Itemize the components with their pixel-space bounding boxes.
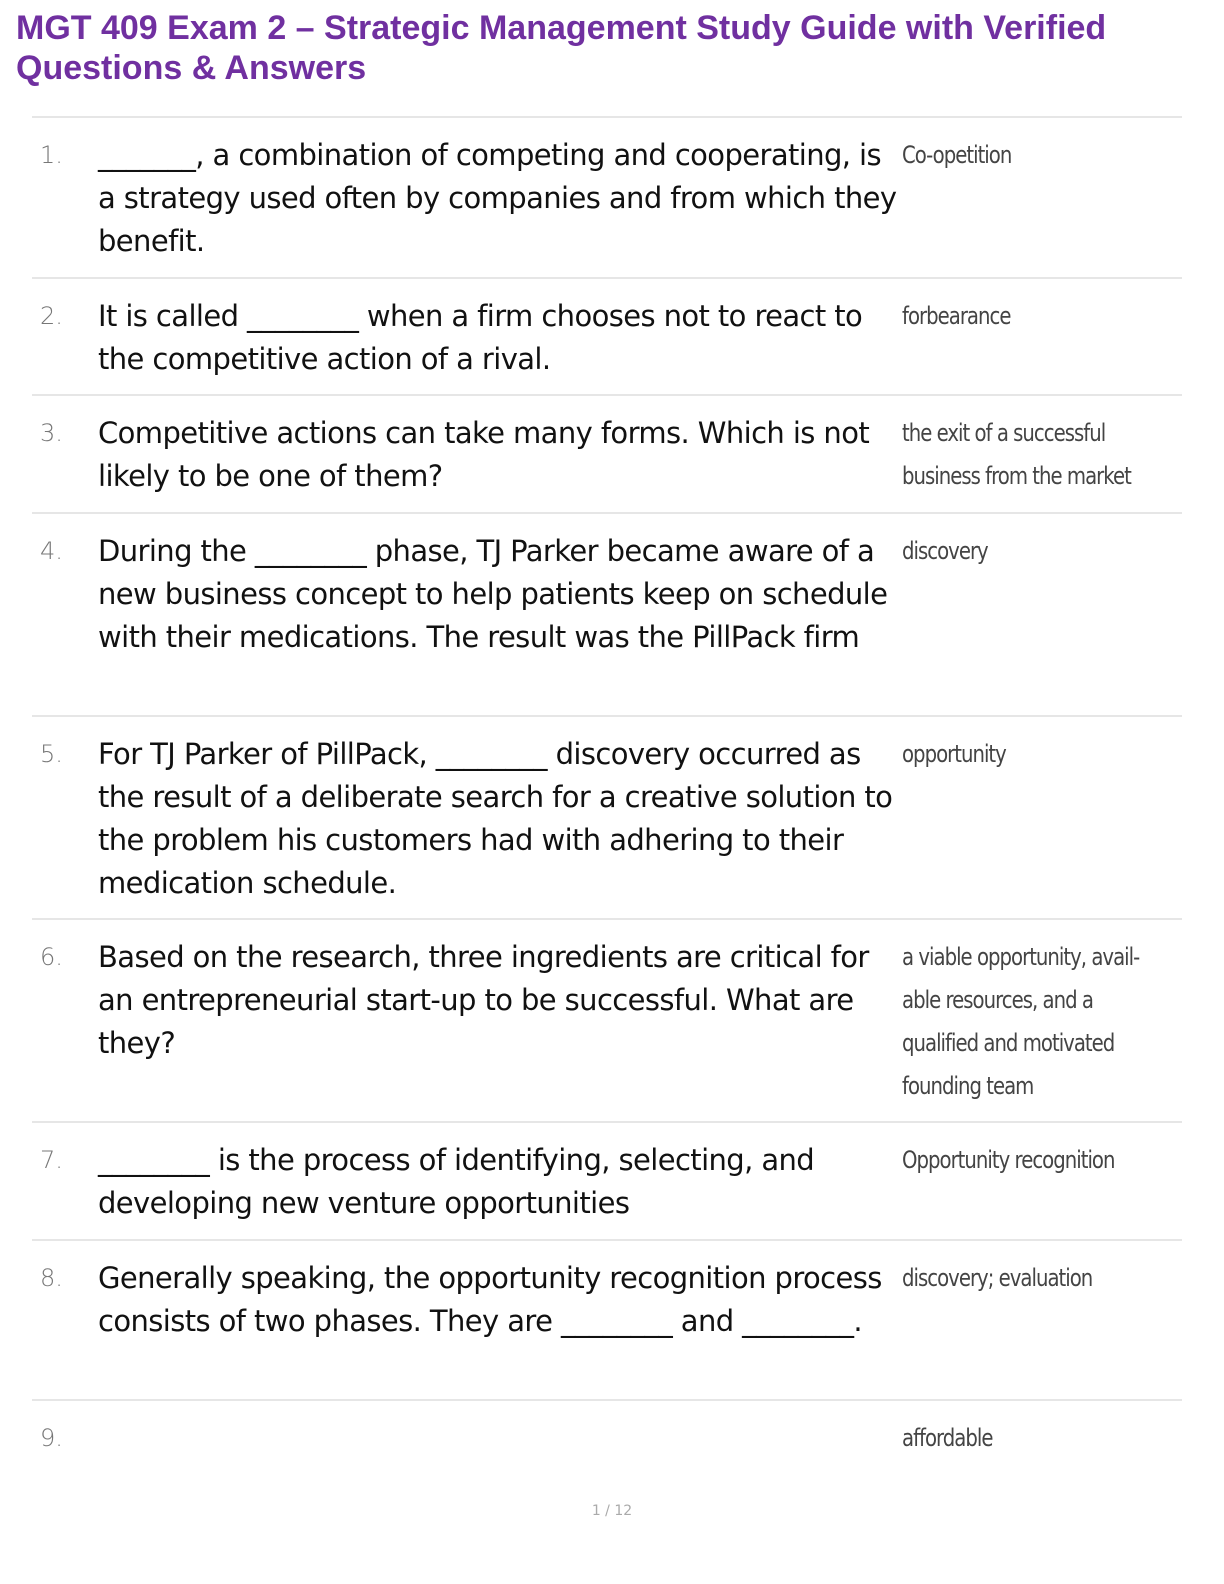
- question-number: 7.: [40, 1146, 63, 1174]
- question-number: 9.: [40, 1424, 63, 1452]
- question-text: It is called ________ when a firm chooses not to react to the competitive action of a rival.: [98, 299, 871, 376]
- answer-text: affordable: [902, 1424, 993, 1452]
- answer-text: a viable opportunity, avail-able resources, and a qualified and motivated founding team: [902, 943, 1140, 1100]
- answer-text: the exit of a successful business from the market: [902, 419, 1131, 490]
- qa-item: [32, 717, 1182, 920]
- qa-item: [32, 920, 1182, 1123]
- qa-item: [32, 514, 1182, 717]
- question-text: Competitive actions can take many forms. Which is not likely to be one of them?: [98, 416, 878, 493]
- question-text: For TJ Parker of PillPack, ________ discovery occurred as the result of a deliberate search for a creative solution to the problem his customers had with adhering to their medication schedule.: [98, 737, 901, 900]
- qa-item: [32, 279, 1182, 396]
- question-text: Generally speaking, the opportunity recognition process consists of two phases. They are ________ and ________.: [98, 1261, 891, 1338]
- answer-text: discovery; evaluation: [902, 1264, 1093, 1292]
- answer-text: Co-opetition: [902, 141, 1012, 169]
- question-text: Based on the research, three ingredients are critical for an entrepreneurial start-up to be successful. What are they?: [98, 940, 878, 1060]
- question-number: 2.: [40, 302, 63, 330]
- question-number: 5.: [40, 740, 63, 768]
- question-text: _______, a combination of competing and cooperating, is a strategy used often by companies and from which they benefit.: [98, 138, 906, 258]
- qa-item: [32, 396, 1182, 514]
- question-number: 6.: [40, 943, 63, 971]
- answer-text: opportunity: [902, 740, 1006, 768]
- question-number: 4.: [40, 537, 63, 565]
- question-text: During the ________ phase, TJ Parker became aware of a new business concept to help patients keep on schedule with their medications. The result was the PillPack firm: [98, 534, 896, 654]
- answer-text: forbearance: [902, 302, 1011, 330]
- qa-item: [32, 118, 1182, 279]
- qa-item: [32, 1401, 1182, 1481]
- question-number: 1.: [40, 141, 63, 169]
- answer-text: discovery: [902, 537, 988, 565]
- qa-item: [32, 1123, 1182, 1241]
- qa-list: [32, 116, 1182, 1481]
- question-text: ________ is the process of identifying, selecting, and developing new venture opportunities: [98, 1143, 823, 1220]
- page-number: 1 / 12: [591, 1503, 633, 1519]
- question-number: 8.: [40, 1264, 63, 1292]
- qa-item: [32, 1241, 1182, 1401]
- document-title: MGT 409 Exam 2 – Strategic Management Study Guide with Verified Questions & Answers: [16, 9, 1107, 87]
- answer-text: Opportunity recognition: [902, 1146, 1115, 1174]
- question-number: 3.: [40, 419, 63, 447]
